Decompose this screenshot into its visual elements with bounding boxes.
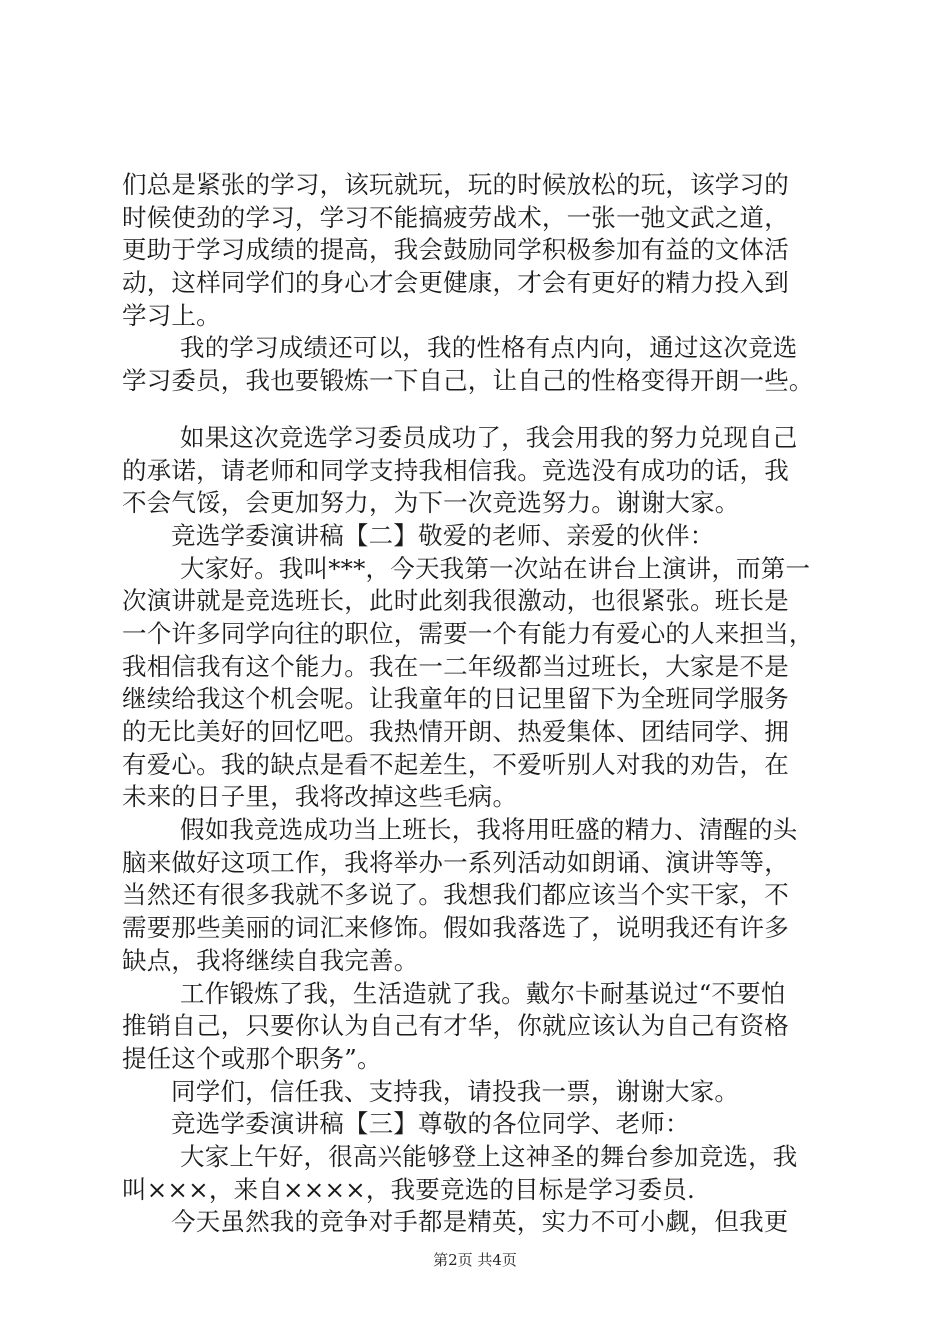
text-line: 们总是紧张的学习，该玩就玩，玩的时候放松的玩，该学习的 — [122, 170, 789, 199]
text-line: 更助于学习成绩的提高，我会鼓励同学积极参加有益的文体活 — [122, 235, 789, 265]
text-line: 一个许多同学向往的职位，需要一个有能力有爱心的人来担当， — [122, 618, 814, 648]
text-line: 当然还有很多我就不多说了。我想我们都应该当个实干家，不 — [122, 880, 789, 910]
section-heading-3: 竞选学委演讲稿【三】尊敬的各位同学、老师： — [171, 1109, 690, 1139]
section-heading-2: 竞选学委演讲稿【二】敬爱的老师、亲爱的伙伴： — [171, 520, 715, 550]
paragraph-gap — [122, 398, 842, 422]
text-line: 有爱心。我的缺点是看不起差生，不爱听别人对我的劝告，在 — [122, 749, 789, 779]
text-line: 缺点，我将继续自我完善。 — [122, 945, 419, 975]
text-line: 脑来做好这项工作，我将举办一系列活动如朗诵、演讲等等， — [122, 847, 789, 877]
text-line: 次演讲就是竞选班长，此时此刻我很激动，也很紧张。班长是 — [122, 586, 789, 616]
page-number-footer: 第2页 共4页 — [433, 1251, 517, 1269]
text-line: 提任这个或那个职务”。 — [122, 1043, 382, 1073]
text-line: 我的学习成绩还可以，我的性格有点内向，通过这次竞选 — [180, 333, 798, 363]
document-body — [122, 169, 842, 1239]
text-line: 的承诺，请老师和同学支持我相信我。竞选没有成功的话，我 — [122, 455, 789, 485]
text-line: 的无比美好的回忆吧。我热情开朗、热爱集体、团结同学、拥 — [122, 717, 789, 746]
text-line: 工作锻炼了我，生活造就了我。戴尔卡耐基说过“不要怕 — [180, 978, 786, 1008]
text-line: 继续给我这个机会呢。让我童年的日记里留下为全班同学服务 — [122, 684, 789, 714]
text-line: 今天虽然我的竞争对手都是精英，实力不可小觑，但我更 — [171, 1207, 789, 1237]
text-line: 学习委员，我也要锻炼一下自己，让自己的性格变得开朗一些。 — [122, 366, 814, 396]
text-line: 假如我竞选成功当上班长，我将用旺盛的精力、清醒的头 — [180, 815, 798, 845]
text-line: 动，这样同学们的身心才会更健康，才会有更好的精力投入到 — [122, 268, 789, 298]
text-line: 需要那些美丽的词汇来修饰。假如我落选了，说明我还有许多 — [122, 913, 789, 943]
text-line: 未来的日子里，我将改掉这些毛病。 — [122, 782, 518, 812]
text-line: 如果这次竞选学习委员成功了，我会用我的努力兑现自己 — [180, 422, 798, 452]
text-line: 大家上午好，很高兴能够登上这神圣的舞台参加竞选，我 — [180, 1141, 798, 1171]
text-line: 我相信我有这个能力。我在一二年级都当过班长，大家是不是 — [122, 651, 789, 681]
text-line: 叫×××，来自××××，我要竞选的目标是学习委员. — [122, 1174, 695, 1204]
text-line: 大家好。我叫***，今天我第一次站在讲台上演讲，而第一 — [180, 553, 811, 583]
text-line: 同学们，信任我、支持我，请投我一票，谢谢大家。 — [171, 1076, 740, 1106]
text-line: 不会气馁，会更加努力，为下一次竞选努力。谢谢大家。 — [122, 488, 740, 518]
text-line: 时候使劲的学习，学习不能搞疲劳战术，一张一弛文武之道， — [122, 202, 789, 232]
text-line: 学习上。 — [122, 300, 221, 330]
text-line: 推销自己，只要你认为自己有才华，你就应该认为自己有资格 — [122, 1011, 789, 1041]
